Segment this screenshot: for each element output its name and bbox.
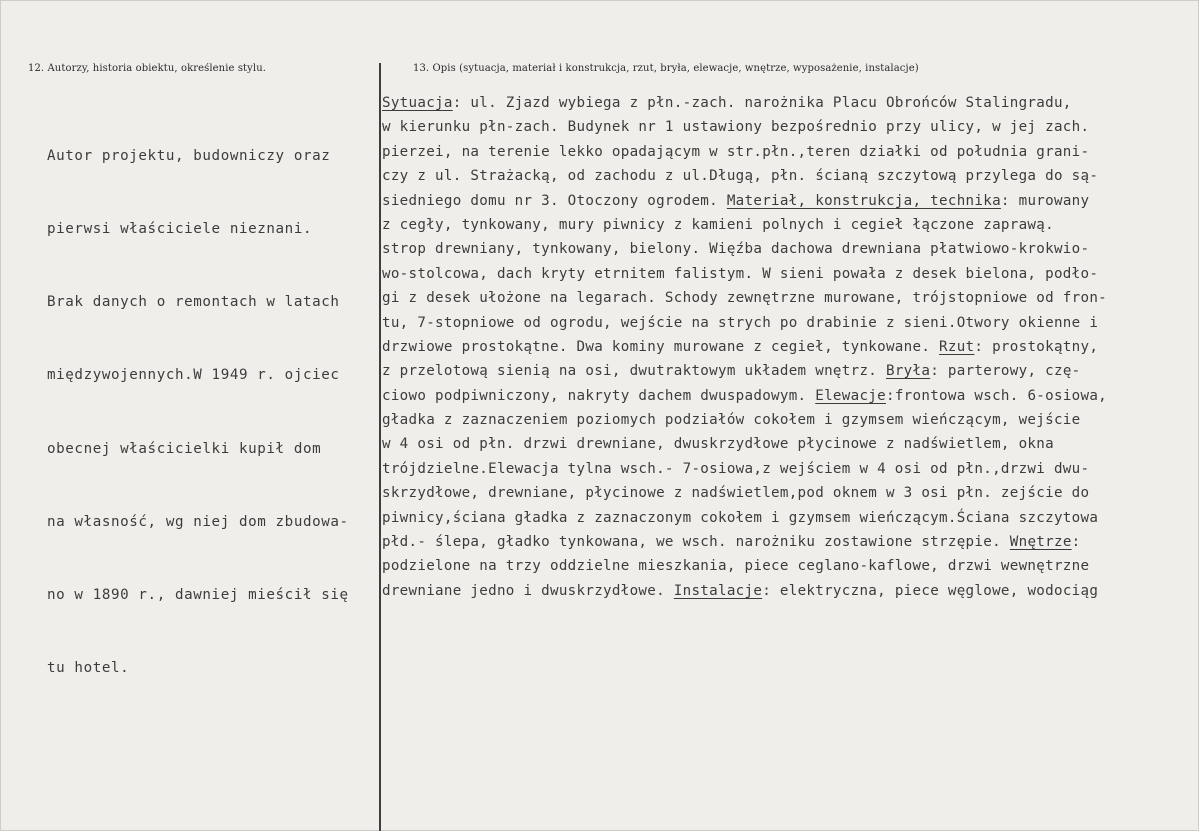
underlined-heading: Instalacje <box>673 582 763 599</box>
text-segment: w kierunku płn-zach. Budynek nr 1 ustawiony bezpośrednio przy ulicy, w jej zach. <box>382 119 1090 136</box>
underlined-heading: Materiał, konstrukcja, technika <box>726 192 1001 209</box>
text-segment: strop drewniany, tynkowany, bielony. Więźba dachowa drewniana płatwiowo-krokwio- <box>382 241 1090 258</box>
section-13-heading: 13. Opis (sytuacja, materiał i konstrukcja, rzut, bryła, elewacje, wnętrze, wyposażenie, instalacje) <box>413 63 919 74</box>
section-12-line: Autor projektu, budowniczy oraz <box>47 147 331 164</box>
section-12-line: na własność, wg niej dom zbudowa- <box>47 513 349 530</box>
underlined-heading: Bryła <box>885 363 931 380</box>
text-segment: podzielone na trzy oddzielne mieszkania, piece ceglano-kaflowe, drzwi wewnętrzne <box>382 558 1090 575</box>
text-segment: : murowany <box>1000 192 1090 209</box>
underlined-heading: Sytuacja <box>382 95 453 111</box>
section-13-line <box>382 237 1107 261</box>
underlined-heading: Elewacje <box>815 387 886 404</box>
section-13-line <box>382 91 1107 115</box>
text-segment: skrzydłowe, drewniane, płycinowe z nadświetlem,pod oknem w 3 osi płn. zejście do <box>382 485 1090 502</box>
text-segment: drewniane jedno i dwuskrzydłowe. <box>382 582 674 599</box>
section-13-body <box>382 91 1107 603</box>
section-12-body <box>47 95 349 729</box>
text-segment: : parterowy, czę- <box>930 363 1081 380</box>
section-13-line <box>382 213 1107 237</box>
section-12-line: obecnej właścicielki kupił dom <box>47 440 322 457</box>
text-segment: ciowo podpiwniczony, nakryty dachem dwuspadowym. <box>382 387 816 404</box>
section-13-line <box>382 140 1107 164</box>
section-13-line <box>382 164 1107 188</box>
section-13-line <box>382 189 1107 213</box>
section-13-line <box>382 384 1107 408</box>
text-segment: : ul. Zjazd wybiega z płn.-zach. narożnika Placu Obrońców Stalingradu, <box>452 95 1072 111</box>
section-13-line <box>382 262 1107 286</box>
text-segment: tu, 7-stopniowe od ogrodu, wejście na strych po drabinie z sieni.Otwory okienne i <box>382 314 1099 331</box>
section-13-line <box>382 286 1107 310</box>
section-13-line <box>382 579 1107 603</box>
text-segment: trójdzielne.Elewacja tylna wsch.- 7-osiowa,z wejściem w 4 osi od płn.,drzwi dwu- <box>382 460 1090 477</box>
text-segment: : <box>1071 534 1081 551</box>
section-13-line <box>382 408 1107 432</box>
text-segment: z cegły, tynkowany, mury piwnicy z kamieni polnych i cegieł łączone zaprawą. <box>382 216 1054 233</box>
section-13-line <box>382 554 1107 578</box>
section-13-line <box>382 506 1107 530</box>
section-12-line: międzywojennych.W 1949 r. ojciec <box>47 367 340 384</box>
section-13-line <box>382 359 1107 383</box>
section-13-line <box>382 530 1107 554</box>
text-segment: :frontowa wsch. 6-osiowa, <box>885 387 1108 404</box>
text-segment: z przelotową sienią na osi, dwutraktowym układem wnętrz. <box>382 363 886 380</box>
text-segment: gi z desek ułożone na legarach. Schody zewnętrzne murowane, trójstopniowe od fron- <box>382 290 1108 307</box>
text-segment: wo-stolcowa, dach kryty etrnitem falistym. W sieni powała z desek bielona, podło- <box>382 265 1099 282</box>
text-segment: gładka z zaznaczeniem poziomych podziałów cokołem i gzymsem wieńczącym, wejście <box>382 412 1081 429</box>
text-segment: piwnicy,ściana gładka z zaznaczonym cokołem i gzymsem wieńczącym.Ściana szczytowa <box>382 509 1099 526</box>
section-12-line: Brak danych o remontach w latach <box>47 294 340 311</box>
section-13-line <box>382 311 1107 335</box>
text-segment: w 4 osi od płn. drzwi drewniane, dwuskrzydłowe płycinowe z nadświetlem, okna <box>382 436 1054 453</box>
section-13-line <box>382 335 1107 359</box>
section-12-line: no w 1890 r., dawniej mieścił się <box>47 587 349 604</box>
section-13-line <box>382 481 1107 505</box>
section-12-line: pierwsi właściciele nieznani. <box>47 221 313 238</box>
text-segment: pierzei, na terenie lekko opadającym w str.płn.,teren działki od południa grani- <box>382 143 1090 160</box>
underlined-heading: Rzut <box>939 338 975 355</box>
text-segment: drzwiowe prostokątne. Dwa kominy murowane z cegieł, tynkowane. <box>382 338 940 355</box>
underlined-heading: Wnętrze <box>1009 534 1072 551</box>
section-13-line <box>382 115 1107 139</box>
column-divider <box>379 63 381 831</box>
text-segment: czy z ul. Strażacką, od zachodu z ul.Długą, płn. ścianą szczytową przylega do są- <box>382 168 1099 185</box>
text-segment: płd.- ślepa, gładko tynkowana, we wsch. narożniku zostawione strzępie. <box>382 534 1010 551</box>
text-segment: : prostokątny, <box>974 338 1099 355</box>
text-segment: : elektryczna, piece węglowe, wodociąg <box>762 582 1099 599</box>
section-12-heading: 12. Autorzy, historia obiektu, określenie stylu. <box>28 63 267 74</box>
section-12-line: tu hotel. <box>47 660 130 677</box>
section-13-line <box>382 432 1107 456</box>
section-13-line <box>382 457 1107 481</box>
text-segment: siedniego domu nr 3. Otoczony ogrodem. <box>382 192 727 209</box>
